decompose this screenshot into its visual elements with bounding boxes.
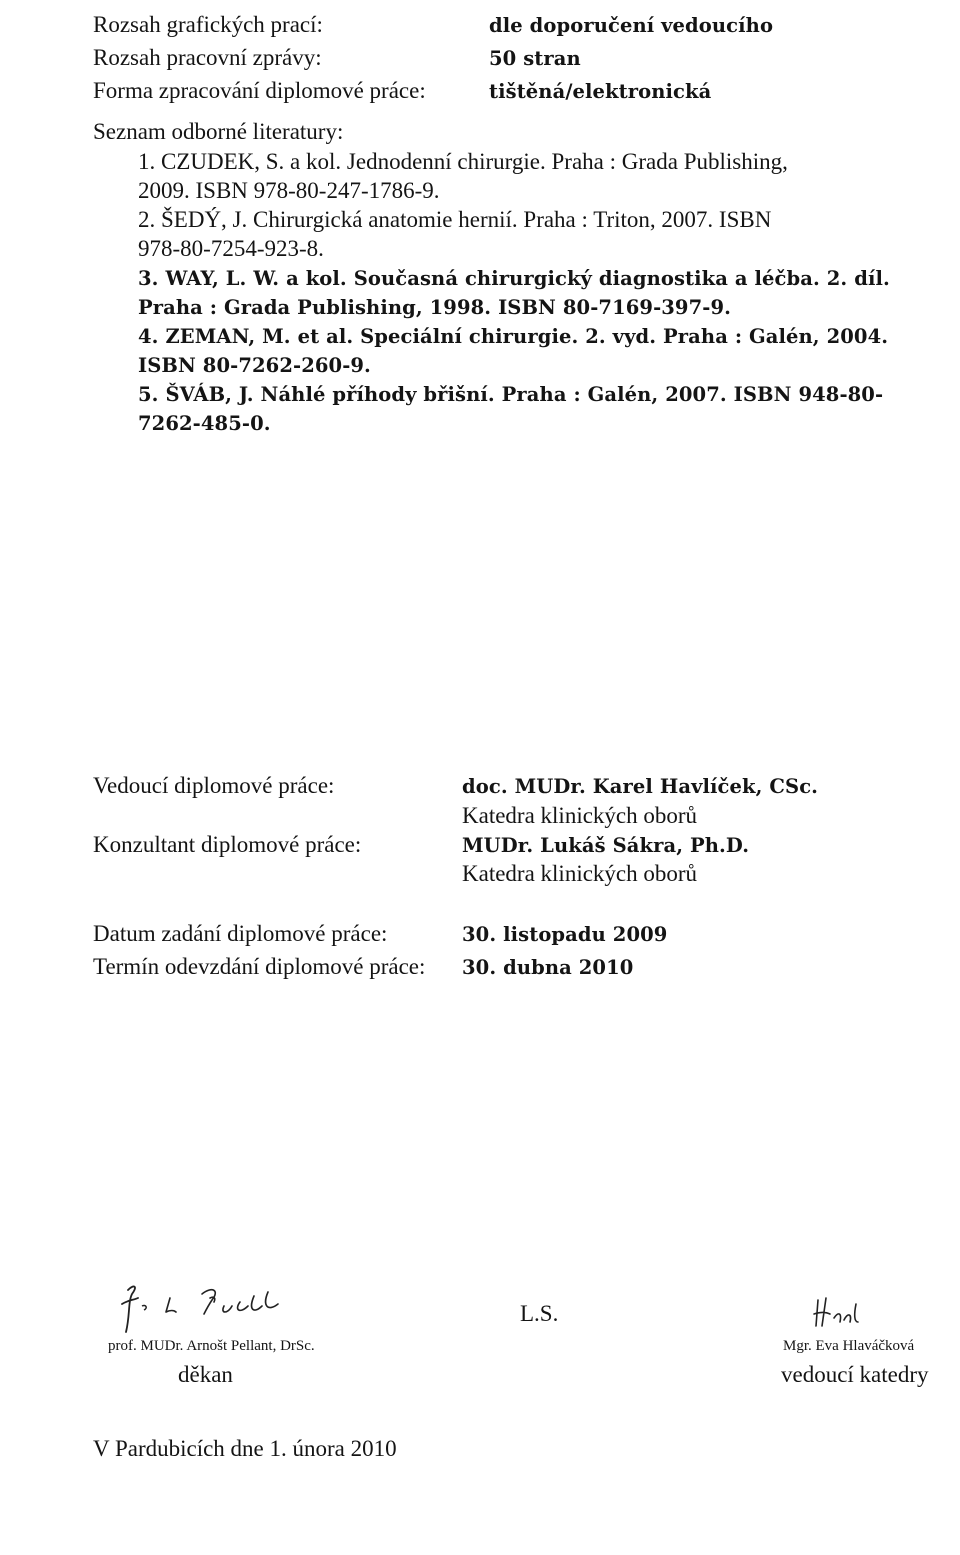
- literature-line: 7262-485-0.: [138, 412, 271, 435]
- report-scope-value: 50 stran: [489, 47, 581, 70]
- dean-role: děkan: [178, 1362, 233, 1387]
- assignment-date-label: Datum zadání diplomové práce:: [93, 921, 388, 946]
- report-scope-label: Rozsah pracovní zprávy:: [93, 45, 322, 70]
- supervisor-label: Vedoucí diplomové práce:: [93, 773, 335, 798]
- consultant-department: Katedra klinických oborů: [462, 861, 698, 886]
- literature-line: 978-80-7254-923-8.: [138, 236, 324, 261]
- consultant-label: Konzultant diplomové práce:: [93, 832, 362, 857]
- submission-date-value: 30. dubna 2010: [462, 956, 634, 979]
- literature-line: Praha : Grada Publishing, 1998. ISBN 80-7169-397-9.: [138, 296, 732, 319]
- literature-line: ISBN 80-7262-260-9.: [138, 354, 371, 377]
- supervisor-department: Katedra klinických oborů: [462, 803, 698, 828]
- thesis-form-label: Forma zpracování diplomové práce:: [93, 78, 426, 103]
- head-name: Mgr. Eva Hlaváčková: [783, 1338, 915, 1354]
- literature-line: 3. WAY, L. W. a kol. Současná chirurgický diagnostika a léčba. 2. díl.: [138, 267, 890, 290]
- consultant-name: MUDr. Lukáš Sákra, Ph.D.: [462, 834, 750, 857]
- literature-line: 5. ŠVÁB, J. Náhlé příhody břišní. Praha : Galén, 2007. ISBN 948-80-: [138, 383, 884, 406]
- literature-line: 4. ZEMAN, M. et al. Speciální chirurgie. 2. vyd. Praha : Galén, 2004.: [138, 325, 889, 348]
- submission-date-label: Termín odevzdání diplomové práce:: [93, 954, 426, 979]
- graphics-scope-label: Rozsah grafických prací:: [93, 12, 323, 37]
- seal-mark: L.S.: [520, 1301, 559, 1326]
- thesis-form-value: tištěná/elektronická: [489, 80, 712, 103]
- literature-line: 2. ŠEDÝ, J. Chirurgická anatomie hernií. Praha : Triton, 2007. ISBN: [138, 207, 772, 232]
- dean-name: prof. MUDr. Arnošt Pellant, DrSc.: [108, 1338, 315, 1354]
- assignment-date-value: 30. listopadu 2009: [462, 923, 668, 946]
- literature-line: 1. CZUDEK, S. a kol. Jednodenní chirurgie. Praha : Grada Publishing,: [138, 149, 788, 174]
- supervisor-name: doc. MUDr. Karel Havlíček, CSc.: [462, 775, 819, 798]
- literature-label: Seznam odborné literatury:: [93, 119, 344, 144]
- dean-signature: [108, 1276, 338, 1338]
- head-signature: [808, 1292, 878, 1334]
- graphics-scope-value: dle doporučení vedoucího: [489, 14, 774, 37]
- literature-line: 2009. ISBN 978-80-247-1786-9.: [138, 178, 440, 203]
- place-date: V Pardubicích dne 1. února 2010: [93, 1436, 397, 1461]
- head-role: vedoucí katedry: [781, 1362, 929, 1387]
